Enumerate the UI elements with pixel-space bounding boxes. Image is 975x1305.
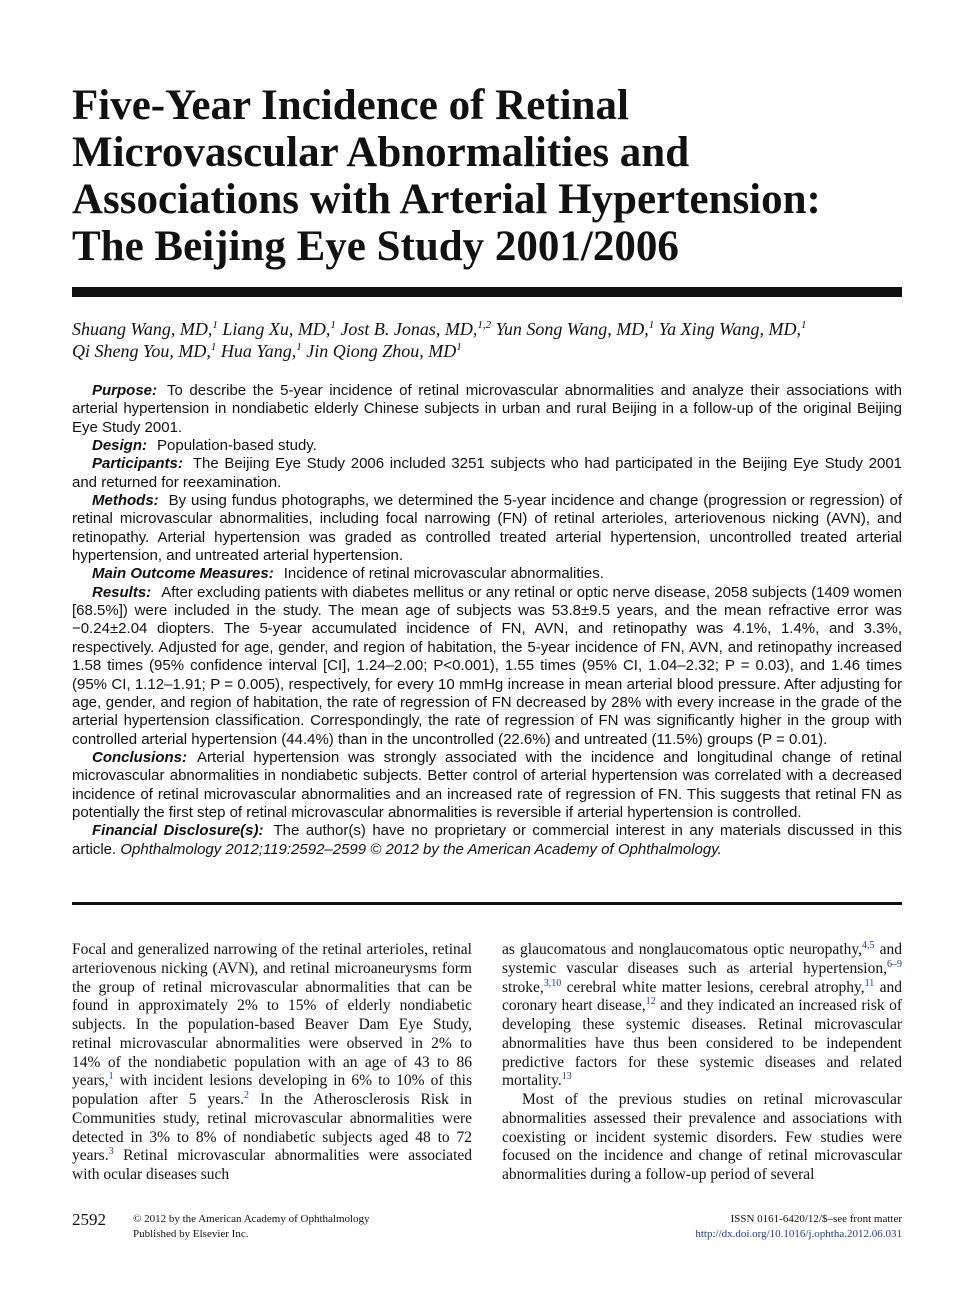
reference-link[interactable]: 2 — [244, 1090, 250, 1101]
footer-copyright — [133, 1212, 370, 1242]
copyright-text: © 2012 by the American Academy of Ophthalmology — [133, 1213, 370, 1225]
author-name: Yun Song Wang, MD, — [495, 319, 649, 339]
author-line — [72, 340, 902, 362]
abstract-design — [72, 437, 902, 455]
reference-link[interactable]: 13 — [561, 1071, 572, 1083]
author-name: Liang Xu, MD, — [222, 319, 331, 339]
author-name: Ya Xing Wang, MD, — [658, 319, 801, 339]
abstract-divider — [72, 902, 902, 905]
author-list — [72, 318, 902, 362]
body-text: stroke, — [502, 978, 544, 996]
author-name: Jin Qiong Zhou, MD — [306, 341, 457, 361]
body-paragraph — [502, 941, 902, 1091]
author-affiliation: 1 — [296, 341, 302, 353]
abstract — [72, 382, 902, 859]
body-text: Retinal microvascular abnormalities were associated with ocular diseases such — [72, 1147, 472, 1183]
body-column-left — [72, 941, 472, 1185]
issn-text: ISSN 0161-6420/12/$–see front matter — [730, 1213, 902, 1225]
abstract-results — [72, 584, 902, 749]
section-text: Incidence of retinal microvascular abnormalities. — [283, 565, 604, 583]
section-label: Methods: — [92, 492, 159, 510]
section-text: The author(s) have no proprietary or commercial interest in any materials discussed in this article. — [72, 822, 902, 858]
abstract-participants — [72, 455, 902, 492]
article-title — [72, 82, 912, 270]
section-label: Participants: — [92, 455, 183, 473]
section-text: By using fundus photographs, we determined the 5-year incidence and change (progression or regression) of retinal microvascular abnormalities, including focal narrowing (FN) of retinal arterioles, arteriovenous nicking (AVN), and retinopathy. Arterial hypertension was graded as controlled treated arterial hypertension, uncontrolled treated arterial hypertension, and untreated arterial hypertension. — [72, 492, 902, 565]
section-text: After excluding patients with diabetes mellitus or any retinal or optic nerve disease, 2058 subjects (1409 women [68.5%]) were included in the study. The mean age of subjects was 53.8±9.5 years, and the mean refractive error was −0.24±2.04 diopters. The 5-year accumulated incidence of FN, AVN, and retinopathy was 4.1%, 1.4%, and 3.3%, respectively. Adjusted for age, gender, and region of habitation, the 5-year incidence of FN, AVN, and retinopathy increased 1.58 times (95% confidence interval [CI], 1.24–2.00; P<0.001), 1.55 times (95% CI, 1.04–2.32; P = 0.03), and 1.46 times (95% CI, 1.12–1.91; P = 0.005), respectively, for every 10 mmHg increase in mean arterial blood pressure. After adjusting for age, gender, and region of habitation, the rate of regression of FN decreased by 28% with every increase in the grade of the arterial hypertension classification. Correspondingly, the rate of regression of FN was significantly higher in the group with controlled arterial hypertension (44.4%) than in the uncontrolled (22.6%) and untreated (11.5%) groups (P = 0.01). — [72, 583, 902, 748]
body-paragraph: Most of the previous studies on retinal microvascular abnormalities assessed their prevalence and associations with coexisting or incident systemic disorders. Few studies were focused on the incidence and change of retinal microvascular abnormalities during a follow-up period of several — [502, 1091, 902, 1183]
title-line: Five-Year Incidence of Retinal — [72, 82, 629, 129]
author-affiliation: 1 — [330, 319, 336, 331]
author-affiliation: 1 — [210, 341, 217, 353]
abstract-conclusions — [72, 749, 902, 822]
body-text: In the Atherosclerosis Risk in Communities study, retinal microvascular abnormalities were detected in 3% to 8% of nondiabetic subjects aged 48 to 72 years. — [72, 1091, 472, 1165]
author-affiliation: 1 — [212, 319, 218, 331]
author-affiliation: 1,2 — [477, 319, 492, 331]
body-text: and they indicated an increased risk of developing these systemic diseases. Retinal microvascular abnormalities have thus been considered to be independent predictive factors for these systemic diseases and related mortality. — [502, 997, 902, 1090]
page-number: 2592 — [72, 1210, 106, 1229]
body-text: and systemic vascular diseases such as arterial hypertension, — [502, 941, 902, 977]
reference-link[interactable]: 12 — [645, 996, 656, 1008]
author-name: Qi Sheng You, MD, — [72, 341, 211, 361]
section-text: To describe the 5-year incidence of retinal microvascular abnormalities and analyze their associations with arterial hypertension in nondiabetic elderly Chinese subjects in urban and rural Beijing in a follow-up of the original Beijing Eye Study 2001. — [72, 382, 902, 436]
title-divider — [72, 287, 902, 297]
author-name: Hua Yang, — [220, 341, 297, 361]
title-line: The Beijing Eye Study 2001/2006 — [72, 223, 679, 270]
journal-citation: Ophthalmology 2012;119:2592–2599 © 2012 by the American Academy of Ophthalmology. — [120, 840, 722, 858]
body-text: cerebral white matter lesions, cerebral atrophy, — [561, 978, 865, 996]
abstract-disclosure — [72, 822, 902, 859]
publisher-text: Published by Elsevier Inc. — [133, 1228, 249, 1240]
author-affiliation: 1 — [456, 341, 462, 353]
abstract-outcome — [72, 565, 902, 583]
section-label: Results: — [92, 583, 152, 601]
author-affiliation: 1 — [800, 319, 807, 331]
body-text: and coronary heart disease, — [502, 978, 902, 1015]
body-text: Focal and generalized narrowing of the retinal arterioles, retinal arteriovenous nicking (AVN), and retinal microaneurysms form the group of retinal microvascular abnormalities that can be found in approximately 2% to 15% of elderly nondiabetic subjects. In the population-based Beaver Dam Eye Study, retinal microvascular abnormalities were observed in 2% to 14% of the nondiabetic population with an age of 43 to 86 years, — [72, 941, 472, 1090]
reference-link[interactable]: 4,5 — [861, 940, 875, 951]
body-paragraph — [72, 941, 472, 1185]
title-line: Microvascular Abnormalities and — [72, 129, 690, 176]
title-line: Associations with Arterial Hypertension: — [72, 176, 821, 223]
footer-issn — [695, 1212, 902, 1242]
section-label: Main Outcome Measures: — [92, 565, 274, 583]
section-label: Conclusions: — [92, 748, 188, 766]
abstract-methods — [72, 492, 902, 565]
section-text: The Beijing Eye Study 2006 included 3251 subjects who had participated in the Beijing Eye Study 2001 and returned for reexamination. — [72, 455, 902, 491]
reference-link[interactable]: 3,10 — [543, 977, 562, 989]
body-column-right — [502, 941, 902, 1185]
author-name: Shuang Wang, MD, — [72, 319, 213, 339]
reference-link[interactable]: 6–9 — [887, 958, 902, 970]
author-affiliation: 1 — [648, 319, 655, 331]
body-text: with incident lesions developing in 6% to 10% of this population after 5 years. — [72, 1072, 472, 1108]
author-line — [72, 318, 902, 340]
reference-link[interactable]: 1 — [108, 1071, 114, 1083]
section-label: Financial Disclosure(s): — [92, 822, 264, 840]
doi-link[interactable]: http://dx.doi.org/10.1016/j.ophtha.2012.06.031 — [695, 1228, 902, 1240]
section-label: Design: — [92, 437, 148, 455]
section-label: Purpose: — [92, 382, 158, 399]
author-name: Jost B. Jonas, MD, — [340, 319, 478, 339]
abstract-purpose — [72, 382, 902, 437]
section-text: Population-based study. — [157, 437, 317, 455]
section-text: Arterial hypertension was strongly associated with the incidence and longitudinal change of retinal microvascular abnormalities in nondiabetic subjects. Better control of arterial hypertension was correlated with a decreased incidence of retinal microvascular abnormalities and an increased rate of regression of FN. This suggests that retinal FN as potentially the first step of retinal microvascular abnormalities is reversible if arterial hypertension is controlled. — [72, 748, 902, 821]
body-text: as glaucomatous and nonglaucomatous optic neuropathy, — [502, 941, 862, 958]
reference-link[interactable]: 11 — [864, 977, 875, 989]
reference-link[interactable]: 3 — [108, 1146, 114, 1158]
